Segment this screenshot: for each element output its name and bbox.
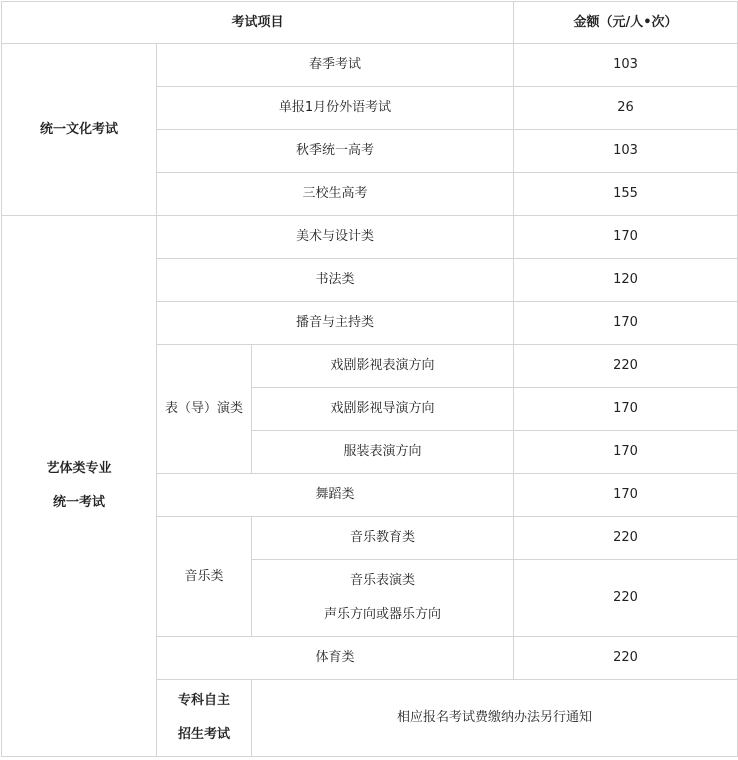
exam-name — [252, 560, 514, 637]
exam-amount: 220 — [514, 637, 738, 680]
header-amount: 金额（元/人•次） — [514, 2, 738, 44]
exam-name: 播音与主持类 — [157, 302, 514, 345]
exam-amount: 155 — [514, 173, 738, 216]
exam-amount: 170 — [514, 431, 738, 474]
category-cultural-exam: 统一文化考试 — [2, 44, 157, 216]
exam-amount: 103 — [514, 44, 738, 87]
exam-amount: 220 — [514, 560, 738, 637]
category-specialty-exam — [157, 680, 252, 757]
category-specialty-line1: 专科自主 — [177, 693, 230, 708]
exam-amount: 220 — [514, 345, 738, 388]
exam-amount: 120 — [514, 259, 738, 302]
exam-name: 秋季统一高考 — [157, 130, 514, 173]
exam-name: 音乐教育类 — [252, 517, 514, 560]
exam-name: 单报1月份外语考试 — [157, 87, 514, 130]
exam-fee-table — [1, 1, 738, 757]
table-header-row — [2, 2, 738, 44]
exam-amount: 26 — [514, 87, 738, 130]
exam-amount: 170 — [514, 388, 738, 431]
exam-name: 戏剧影视导演方向 — [252, 388, 514, 431]
exam-amount: 170 — [514, 216, 738, 259]
category-art-exam-line1: 艺体类专业 — [46, 461, 112, 476]
exam-name: 舞蹈类 — [157, 474, 514, 517]
category-specialty-line2: 招生考试 — [177, 727, 230, 742]
exam-amount: 103 — [514, 130, 738, 173]
exam-amount: 170 — [514, 302, 738, 345]
exam-name: 体育类 — [157, 637, 514, 680]
exam-amount: 170 — [514, 474, 738, 517]
exam-name-line2: 声乐方向或器乐方向 — [323, 607, 441, 622]
category-art-exam-line2: 统一考试 — [52, 495, 105, 510]
header-exam-item: 考试项目 — [2, 2, 514, 44]
exam-name: 春季考试 — [157, 44, 514, 87]
table-row — [2, 44, 738, 87]
exam-name: 书法类 — [157, 259, 514, 302]
exam-amount: 220 — [514, 517, 738, 560]
exam-name: 服装表演方向 — [252, 431, 514, 474]
exam-name-line1: 音乐表演类 — [349, 573, 415, 588]
specialty-note: 相应报名考试费缴纳办法另行通知 — [252, 680, 738, 757]
category-art-exam — [2, 216, 157, 757]
table-row — [2, 216, 738, 259]
subcategory-music: 音乐类 — [157, 517, 252, 637]
exam-name: 戏剧影视表演方向 — [252, 345, 514, 388]
exam-name: 三校生高考 — [157, 173, 514, 216]
subcategory-drama: 表（导）演类 — [157, 345, 252, 474]
exam-name: 美术与设计类 — [157, 216, 514, 259]
